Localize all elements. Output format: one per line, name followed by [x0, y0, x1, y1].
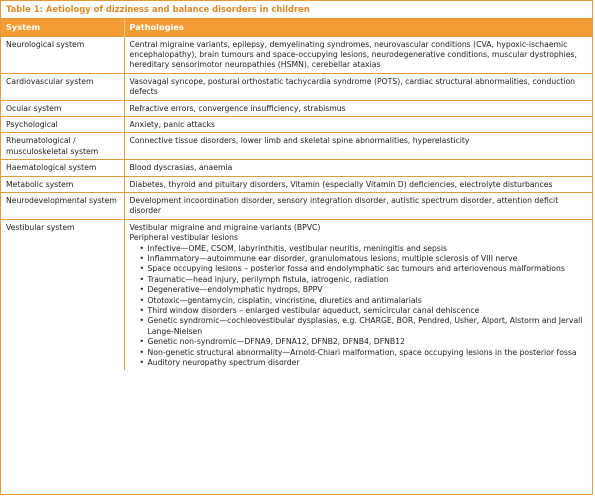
bullet-item: • Non-genetic structural abnormality—Arnold-Chiari malformation, space occupying lesions in the posterior fossa [140, 348, 588, 358]
table-title: Table 1: Aetiology of dizziness and balance disorders in children [1, 1, 592, 19]
bullet-item: • Space occupying lesions – posterior fossa and endolymphatic sac tumours and arteriovenous malformations [140, 264, 588, 274]
system-cell: Rheumatological / musculoskeletal system [1, 133, 124, 160]
bullet-item: • Infective—OME, CSOM, labyrinthitis, vestibular neuritis, meningitis and sepsis [140, 244, 588, 254]
table-row [1, 100, 592, 116]
table-row [1, 160, 592, 176]
system-cell: Neurodevelopmental system [1, 192, 124, 219]
table-row [1, 133, 592, 160]
pathologies-cell: Anxiety, panic attacks [124, 116, 592, 132]
pathologies-cell [124, 219, 592, 370]
table-row-vestibular [1, 219, 592, 370]
table-row [1, 192, 592, 219]
system-cell: Neurological system [1, 36, 124, 73]
bullet-item: • Auditory neuropathy spectrum disorder [140, 358, 588, 368]
bullet-item: • Genetic syndromic—cochleovestibular dysplasias, e.g. CHARGE, BOR, Pendred, Usher, Alport, Alstorm and Jervall Lange-Nielsen [140, 316, 588, 337]
system-cell: Haematological system [1, 160, 124, 176]
pathologies-cell: Vasovagal syncope, postural orthostatic tachycardia syndrome (POTS), cardiac structural abnormalities, conduction defects [124, 73, 592, 100]
column-header-system: System [1, 19, 124, 36]
bullet-item: • Degenerative—endolymphatic hydrops, BPPV [140, 285, 588, 295]
bullet-item: • Genetic non-syndromic—DFNA9, DFNA12, DFNB2, DFNB4, DFNB12 [140, 337, 588, 347]
pathologies-cell: Development incoordination disorder, sensory integration disorder, autistic spectrum disorder, attention deficit disorder [124, 192, 592, 219]
pathologies-cell: Connective tissue disorders, lower limb and skeletal spine abnormalities, hyperelasticity [124, 133, 592, 160]
system-cell: Metabolic system [1, 176, 124, 192]
bullet-item: • Ototoxic—gentamycin, cisplatin, vincristine, diuretics and antimalarials [140, 296, 588, 306]
column-header-pathologies: Pathologies [124, 19, 592, 36]
system-cell: Psychological [1, 116, 124, 132]
bullet-item: • Third window disorders – enlarged vestibular aqueduct, semicircular canal dehiscence [140, 306, 588, 316]
system-cell: Vestibular system [1, 219, 124, 370]
pathologies-cell: Refractive errors, convergence insufficiency, strabismus [124, 100, 592, 116]
table-row [1, 176, 592, 192]
pathologies-cell: Diabetes, thyroid and pituitary disorders, Vitamin (especially Vitamin D) deficiencies, electrolyte disturbances [124, 176, 592, 192]
bullet-item: • Inflammatory—autoimmune ear disorder, granulomatous lesions, multiple sclerosis of VIII nerve [140, 254, 588, 264]
table-row [1, 73, 592, 100]
system-cell: Ocular system [1, 100, 124, 116]
bullet-item: • Traumatic—head injury, perilymph fistula, iatrogenic, radiation [140, 275, 588, 285]
pathology-subheading: Peripheral vestibular lesions [129, 233, 239, 243]
pathologies-cell: Blood dyscrasias, anaemia [124, 160, 592, 176]
pathology-line: Vestibular migraine and migraine variants (BPVC) [129, 222, 321, 232]
table-header-row [1, 19, 592, 36]
pathologies-cell: Central migraine variants, epilepsy, demyelinating syndromes, neurovascular conditions (CVA, hypoxic-ischaemic encephalopathy), brain tumours and space-occupying lesions, neurodegenerative conditions, muscular dystrophies, hereditary sensorimotor neuropathies (HSMN), cerebellar ataxias [124, 36, 592, 73]
system-cell: Cardiovascular system [1, 73, 124, 100]
bullet-list [130, 244, 588, 369]
aetiology-table [1, 19, 592, 370]
table-row [1, 36, 592, 73]
table-row [1, 116, 592, 132]
